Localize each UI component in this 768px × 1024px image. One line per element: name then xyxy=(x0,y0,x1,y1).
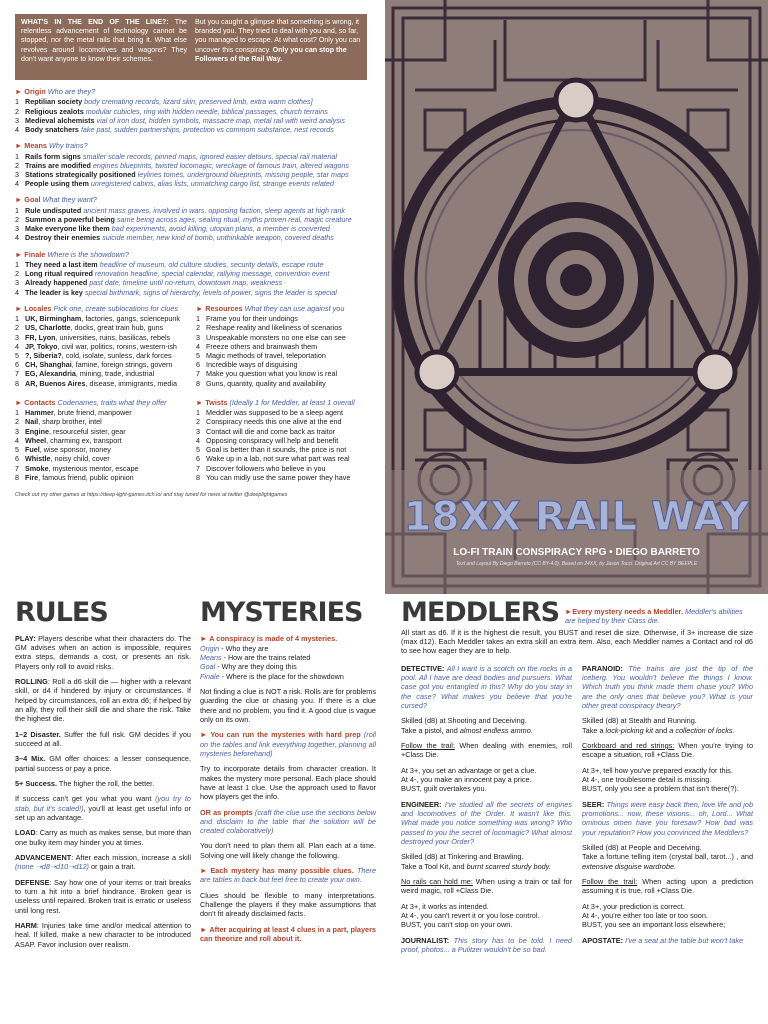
list-item xyxy=(196,427,367,436)
list-item: 6 Whistle , noisy child, cover xyxy=(15,454,110,464)
meddlers-intro: All start as d6. If it is the highest die result, you BUST and reset die size. Otherwise, if 3+ increase die size (max d12). Each Meddler takes an extra skill an extra item. Also, each Meddler names a Contact and rol d6 to see how eager they are to help. xyxy=(401,627,753,656)
item-name: Whistle xyxy=(25,454,51,464)
item-number: 5 xyxy=(15,351,19,361)
item-number: 4 xyxy=(15,233,19,243)
cover-subtitle: LO-FI TRAIN CONSPIRACY RPG • DIEGO BARRETO xyxy=(453,547,700,558)
finale-title: Finale xyxy=(24,249,46,259)
means-rows xyxy=(15,152,367,189)
engineer-gear: Skilled (d8) at Tinkering and Brawling. Take a Tool Kit, and burnt scarred sturdy body. xyxy=(401,852,551,871)
item-name: People using them xyxy=(25,179,89,189)
list-item: 5 ?, Siberia? , cold, isolate, sunless, dark forces xyxy=(15,351,172,361)
item-number: 2 xyxy=(15,214,19,224)
item-number: 3 xyxy=(15,426,19,436)
list-item xyxy=(196,436,367,445)
cover-title: 18XX RAIL WAY xyxy=(403,494,750,540)
item-number: 2 xyxy=(15,106,19,116)
item-number: 4 xyxy=(15,124,19,134)
meddlers-header xyxy=(401,598,753,628)
locales-title: Locales xyxy=(24,303,52,313)
item-name: Wheel xyxy=(25,435,47,445)
list-item xyxy=(15,161,367,170)
item-number: 4 xyxy=(15,341,19,351)
item-text: Wake up in a lab, not sure what part was real xyxy=(206,454,350,464)
rules-harm: HARM: Injuries take time and/or medical attention to heal. If killed, make a new character to be introduced ASAP. Favor inclusion over realism. xyxy=(15,920,191,949)
rules-heading: RULES xyxy=(15,598,108,628)
item-name: Trains are modified xyxy=(25,160,91,170)
locales-resources xyxy=(15,304,367,388)
item-text: Make you question what you know is real xyxy=(206,369,338,379)
mysteries-hard-prep: ► You can run the mysteries with hard prep (roll on the tables and link everything together, planning all mysteries beforehand) xyxy=(200,730,376,758)
origin-table xyxy=(15,87,367,134)
goal-title: Goal xyxy=(24,195,41,205)
rules-success: 5+ Success. The higher the roll, the better. xyxy=(15,778,155,788)
seer-trait: Follow the trail: When acting upon a prediction assuming it is true, roll +Class Die. xyxy=(582,876,753,896)
list-item: 1 Hammer , brute friend, manpower xyxy=(15,408,132,418)
seer-block: SEER: Things were easy back then, love life and job promotions... now, these visions... oh, Lord... What ominous omen have you foresaw? How bad was your reputation? How you convinced the Meddlers? xyxy=(582,799,753,837)
list-item xyxy=(15,206,367,215)
item-name: ?, Siberia? xyxy=(25,351,62,361)
resources-question: What they can use against you xyxy=(244,303,345,313)
item-number: 3 xyxy=(15,169,19,179)
paranoid-results: At 3+, tell how you've prepared exactly for this. At 4-, one troublesome detail is missing. BUST, only you see a problem that isn't there(?). xyxy=(582,765,739,794)
item-number: 4 xyxy=(15,435,19,445)
triangle-icon: ► xyxy=(15,249,23,259)
item-text: Unspeakable monsters no one else can see xyxy=(206,332,346,342)
item-desc: vial of iron dust, hidden symbols, massacre map, metal rail with weird analysis xyxy=(96,115,345,125)
item-number: 2 xyxy=(15,323,19,333)
item-desc: sharp brother, intel xyxy=(42,417,102,427)
item-desc: docks, great train hub, guns xyxy=(74,323,164,333)
item-desc: famine, foreign strings, govern xyxy=(75,360,173,370)
item-name: EG, Alexandria xyxy=(25,369,76,379)
list-item: 8 Fire , famous friend, public opinion xyxy=(15,472,134,482)
item-number: 1 xyxy=(15,205,19,215)
item-name: Destroy their enemies xyxy=(25,233,101,243)
goal-rows xyxy=(15,206,367,243)
list-item xyxy=(196,360,367,369)
rules-cost: If success can't get you what you want (you try to stab, but it's scaled!), you'll at least get useful info or set up an advantage. xyxy=(15,794,191,822)
meddlers-left xyxy=(401,658,572,955)
goal-question: What they want? xyxy=(42,195,97,205)
seer-gear: Skilled (d8) at People and Deceiving. Take a fortune telling item (crystal ball, tarot...) , and extensive disguise wardrobe. xyxy=(582,842,753,871)
item-text: Contact will die and come back as traitor xyxy=(206,426,336,436)
list-item xyxy=(196,369,367,378)
item-text: Conspiracy needs this one alive at the end xyxy=(206,417,342,427)
goal-table xyxy=(15,195,367,242)
meddlers-right xyxy=(582,658,753,955)
item-name: AR, Buenos Aires xyxy=(25,378,86,388)
list-item xyxy=(15,107,367,116)
journalist-block: JOURNALIST: This story has to be told. I need proof, photos... a Pulitzer wouldn't be so bad. xyxy=(401,935,572,954)
triangle-icon: ► xyxy=(15,87,23,96)
intro-left xyxy=(21,18,187,76)
mysteries-clues: ► Each mystery has many possible clues. There are tables in back but feel free to create your own. xyxy=(200,866,376,885)
item-name: Stations strategically positioned xyxy=(25,169,136,179)
item-number: 7 xyxy=(15,463,19,473)
contacts-rows xyxy=(15,408,186,482)
rules-load: LOAD: Carry as much as makes sense, but more than one bulky item may hinder you at times. xyxy=(15,828,191,847)
list-item xyxy=(15,260,367,269)
paranoid-block: PARANOID: The trains are just the tip of the iceberg. You wouldn't believe the things I know. Which truth you think made them chase you? Who are the only ones that believe you? What is your other great conspiracy theory? xyxy=(582,663,753,710)
item-number: 6 xyxy=(15,454,19,464)
item-name: Already happened xyxy=(25,278,88,288)
mysteries-heading: MYSTERIES xyxy=(200,598,363,628)
reference-tables-column xyxy=(15,14,367,594)
item-desc: same being across ages, sealing ritual, myths proven real, magic creature xyxy=(116,214,352,224)
list-item xyxy=(196,342,367,351)
mysteries-prompts: OR as prompts (craft the clue use the sections below and disclaim to the table that the solution will be created colaboratively) xyxy=(200,807,376,836)
item-number: 8 xyxy=(196,472,200,482)
intro-right-bold: Only you can stop the Followers of the Rail Way. xyxy=(195,45,347,63)
item-name: Rails form signs xyxy=(25,151,81,161)
item-desc: modular cubicles, ring with hidden needle, biblical passages, church terrains xyxy=(85,106,328,116)
item-name: Nail xyxy=(25,417,39,427)
locales-question: Pick one, create sublocations for clues xyxy=(53,303,179,313)
engineer-results: At 3+, it works as intended. At 4-, you can't revert it or you lose control. BUST, you can't stop on your own. xyxy=(401,901,540,930)
item-number: 8 xyxy=(196,378,200,388)
item-name: Body snatchers xyxy=(25,124,79,134)
means-question: Why trains? xyxy=(49,141,88,151)
twists-rows xyxy=(196,408,367,482)
list-item: 3 Engine , resourceful sister, gear xyxy=(15,426,126,436)
list-item xyxy=(196,408,367,417)
item-number: 2 xyxy=(196,323,200,333)
item-text: Meddler was supposed to be a sleep agent xyxy=(206,408,344,418)
item-number: 3 xyxy=(15,278,19,288)
item-desc: ancient mass graves, involved in wars, opposing faction, sleep agents at high rank xyxy=(83,205,346,215)
cover-art xyxy=(385,0,768,594)
item-name: US, Charlotte xyxy=(25,323,71,333)
list-item xyxy=(15,269,367,278)
list-item: 7 Smoke , mysterious mentor, escape xyxy=(15,463,139,473)
finale-question: Where is the showdown? xyxy=(47,249,129,259)
item-text: Guns, quantity, quality and availability xyxy=(206,378,326,388)
item-name: Fuel xyxy=(25,445,40,455)
seer-results: At 3+, your prediction is correct. At 4-, you're either too late or too soon. BUST, you see an important loss elsewhere; xyxy=(582,901,726,930)
twists-table xyxy=(196,398,367,482)
list-item xyxy=(196,417,367,426)
item-desc: brute friend, manpower xyxy=(57,408,132,418)
list-item: 6 CH, Shanghai , famine, foreign strings, govern xyxy=(15,360,173,370)
list-item xyxy=(196,379,367,388)
detective-block: DETECTIVE: All I want is a scotch on the rocks in a pool. All I have are dead bodies and pursuers. What case got you entangled in this? Why do you stay in the case? What makes you believe that you're cursed? xyxy=(401,663,573,710)
item-name: FR, Lyon xyxy=(25,332,56,342)
detective-results: At 3+, you set an advantage or get a clue. At 4-, you make an innocent pay a price. BUST, guilt overtakes you. xyxy=(401,765,537,794)
item-number: 3 xyxy=(196,426,200,436)
item-name: UK, Birmingham xyxy=(25,314,82,324)
item-number: 1 xyxy=(15,151,19,161)
mysteries-theorize: ► After acquiring at least 4 clues in a part, players can theorize and roll about it. xyxy=(200,924,376,944)
detective-trait: Follow the trail: When dealing with enemies, roll +Class Die. xyxy=(401,740,572,760)
finale-table xyxy=(15,250,367,297)
detective-gear: Skilled (d8) at Shooting and Deceiving. Take a pistol, and almost endless ammo. xyxy=(401,716,533,735)
item-desc: civil war, politics, ronins, western-ish xyxy=(61,341,177,351)
item-number: 5 xyxy=(15,445,19,455)
list-item: 7 EG, Alexandria , mining, trade, industrial xyxy=(15,369,155,379)
means-title: Means xyxy=(24,141,47,151)
item-text: You can midly use the same power they have xyxy=(206,472,351,482)
twists-title: Twists xyxy=(205,397,228,407)
item-desc: unregistered cabins, alias lists, unmatching cargo list, strange events related xyxy=(90,179,334,189)
item-number: 1 xyxy=(15,259,19,269)
list-item: 1 UK, Birmingham , factories, gangs, sciencepunk xyxy=(15,314,181,324)
list-item: 2 US, Charlotte , docks, great train hub, guns xyxy=(15,323,164,333)
item-number: 8 xyxy=(15,378,19,388)
footer-note: Check out my other games at https://deep-light-games.itch.io/ and stay tuned for news at twitter @deeplightgames xyxy=(15,491,288,498)
cover-credit: Text and Layout By Diego Barreto (CC BY-4.0). Based on 24XX, by Jason Tocci. Original Art CC BY BEEPLE xyxy=(455,561,698,567)
item-desc: leylines tomes, underground blueprints, missing people, star maps xyxy=(137,169,349,179)
triangle-icon: ► xyxy=(15,303,23,313)
item-desc: mysterious mentor, escape xyxy=(52,463,139,473)
mysteries-column xyxy=(200,598,376,1024)
item-name: Long ritual required xyxy=(25,269,93,279)
item-name: The leader is key xyxy=(25,287,83,297)
meddlers-column xyxy=(401,598,753,1024)
item-desc: engines blueprints, twisted locomagic, wreckage of famous train, altered wagons xyxy=(92,160,349,170)
list-item xyxy=(15,215,367,224)
item-number: 7 xyxy=(196,369,200,379)
item-number: 1 xyxy=(196,314,200,324)
rules-advancement: ADVANCEMENT: After each mission, increase a skill (none ➝d8➝d10➝d12) or gain a trait. xyxy=(15,852,191,872)
item-number: 2 xyxy=(15,269,19,279)
triangle-icon: ► xyxy=(196,303,204,313)
mysteries-p4: Clues should be flexible to many interpretations. Challenge the players if they make assumptions that don't fit already disclaimed facts. xyxy=(200,890,376,919)
contacts-title: Contacts xyxy=(24,397,56,407)
item-name: Summon a powerful being xyxy=(25,214,115,224)
item-text: Goal is better than it sounds, the price is not xyxy=(206,445,347,455)
meddlers-intro-lead: ►Every mystery needs a Meddler. Meddler's abilities are helped by their Class die. xyxy=(565,607,743,626)
rules-rolling: ROLLING: Roll a d6 skill die — higher with a relevant skill, or d4 if hindered by injury or circumstances. If helped by circumstances, roll an extra d6; if helped by an ally, they roll their skill die and share the risk. Take the highest die. xyxy=(15,677,191,724)
item-name: Make everyone like them xyxy=(25,224,110,234)
origin-rows xyxy=(15,97,367,134)
item-text: Frame you for their undoings xyxy=(206,314,298,324)
item-name: Medieval alchemists xyxy=(25,115,95,125)
apostate-block: APOSTATE: I've a seat at the table but won't take xyxy=(582,935,744,945)
item-number: 1 xyxy=(15,97,19,107)
item-name: Rule undisputed xyxy=(25,205,82,215)
item-number: 1 xyxy=(196,408,200,418)
item-number: 4 xyxy=(15,287,19,297)
item-number: 2 xyxy=(15,417,19,427)
finale-rows xyxy=(15,260,367,297)
list-item xyxy=(15,152,367,161)
item-number: 1 xyxy=(15,314,19,324)
intro-left-title: WHAT'S IN THE END OF THE LINE?: xyxy=(21,18,169,26)
item-number: 3 xyxy=(15,224,19,234)
item-desc: resourceful sister, gear xyxy=(52,426,126,436)
item-number: 7 xyxy=(15,369,19,379)
item-text: Opposing conspiracy will help and benefit xyxy=(206,435,339,445)
resources-title: Resources xyxy=(205,303,243,313)
list-item xyxy=(196,333,367,342)
list-item: 3 FR, Lyon , universities, ruins, basilicas, rebels xyxy=(15,332,171,342)
list-item xyxy=(15,278,367,287)
list-item: 4 Wheel , charming ex, transport xyxy=(15,435,122,445)
list-item xyxy=(196,314,367,323)
item-desc: cold, isolate, sunless, dark forces xyxy=(65,351,172,361)
contacts-question: Codenames, traits what they offer xyxy=(57,397,167,407)
item-name: Fire xyxy=(25,472,39,482)
item-desc: suicide member, new kind of bomb, unthinkable weapon, covered deaths xyxy=(102,233,334,243)
paranoid-trait: Corkboard and red strings: When you're trying to escape a situation, roll +Class Die. xyxy=(582,740,753,760)
item-number: 7 xyxy=(196,463,200,473)
mysteries-intro: ► A conspiracy is made of 4 mysteries. xyxy=(200,633,338,643)
locales-rows xyxy=(15,314,186,388)
list-item xyxy=(196,445,367,454)
item-desc: famous friend, public opinion xyxy=(42,472,134,482)
triangle-icon: ► xyxy=(15,141,23,151)
item-number: 4 xyxy=(196,435,200,445)
item-name: Religious zealots xyxy=(25,106,84,116)
meddlers-heading: MEDDLERS xyxy=(401,598,560,628)
item-number: 6 xyxy=(196,454,200,464)
item-desc: disease, immigrants, media xyxy=(89,378,177,388)
item-name: CH, Shanghai xyxy=(25,360,72,370)
list-item xyxy=(196,454,367,463)
list-item xyxy=(196,473,367,482)
contacts-table xyxy=(15,398,186,482)
item-name: Smoke xyxy=(25,463,49,473)
paranoid-gear: Skilled (d8) at Stealth and Running. Take a lock-picking kit and a collection of locks. xyxy=(582,716,735,735)
list-item xyxy=(15,288,367,297)
item-number: 6 xyxy=(196,360,200,370)
resources-rows xyxy=(196,314,367,388)
item-desc: body cremating records, lizard skin, preserved limb, extra warm clothes] xyxy=(84,97,313,107)
item-desc: noisy child, cover xyxy=(54,454,110,464)
item-text: Magic methods of travel, teleportation xyxy=(206,351,326,361)
triangle-icon: ► xyxy=(196,397,204,407)
list-item xyxy=(196,351,367,360)
list-item xyxy=(15,224,367,233)
contacts-twists xyxy=(15,398,367,482)
item-desc: wise sponsor, money xyxy=(43,445,111,455)
item-number: 4 xyxy=(196,341,200,351)
list-item xyxy=(15,170,367,179)
list-item: 4 JP, Tokyo , civil war, politics, ronins, western-ish xyxy=(15,341,177,351)
item-number: 2 xyxy=(196,417,200,427)
item-name: They need a last item xyxy=(25,259,98,269)
item-text: Freeze others and brainwash them xyxy=(206,341,318,351)
list-item: 8 AR, Buenos Aires , disease, immigrants, media xyxy=(15,378,177,388)
item-text: Discover followers who believe in you xyxy=(206,463,326,473)
origin-title: Origin xyxy=(24,87,46,96)
mysteries-p3: You don't need to plan them all. Plan each at a time. Solving one will likely change the following. xyxy=(200,841,376,860)
meddlers-grid xyxy=(401,658,753,955)
item-name: Hammer xyxy=(25,408,54,418)
bottom-spread xyxy=(0,598,768,1024)
list-item xyxy=(15,179,367,188)
resources-table xyxy=(196,304,367,388)
list-item: 5 Fuel , wise sponsor, money xyxy=(15,445,111,455)
intro-right xyxy=(195,18,361,76)
twists-question: (Ideally 1 for Meddler, at least 1 overall xyxy=(229,397,355,407)
rules-disaster: 1–2 Disaster. Suffer the full risk. GM decides if you succeed at all. xyxy=(15,729,191,748)
item-desc: charming ex, transport xyxy=(50,435,122,445)
list-item xyxy=(15,125,367,134)
rules-play: PLAY: Players describe what their characters do. The GM advises when an action is impossible, requires extra steps, demands a cost, or presents an risk. Players only roll to avoid risks. xyxy=(15,633,191,671)
list-item xyxy=(15,233,367,242)
means-table xyxy=(15,141,367,188)
item-number: 1 xyxy=(15,408,19,418)
item-desc: fake past, sudden partnerships, protection vs commom substance, nest records xyxy=(80,124,334,134)
triangle-icon: ► xyxy=(15,195,23,205)
intro-left-text: The relentless advancement of technology cannot be stopped, nor the metal rails that bring it. What else revolves around locomotives and wagons? They don't want anyone to know their schemes. xyxy=(21,18,187,63)
item-number: 5 xyxy=(196,351,200,361)
item-desc: renovation headline, special calendar, rallying message, convention event xyxy=(94,269,330,279)
item-number: 5 xyxy=(196,445,200,455)
intro-right-text: But you caught a glimpse that something is wrong, it branded you. They tried to deal with you and, so far, you managed to escape. At what cost? Only you can uncover this conspiracy. xyxy=(195,18,361,54)
item-desc: smaller scale records, pinned maps, ignored easier detours, special rail material xyxy=(82,151,337,161)
item-number: 3 xyxy=(15,332,19,342)
rules-defense: DEFENSE: Say how one of your items or trait breaks to turn a hit into a brief hindrance. Broken gear is useless until repaired. Broken trait is erratic or useless until long rest. xyxy=(15,877,191,915)
list-item xyxy=(15,97,367,106)
item-name: Reptilian society xyxy=(25,97,83,107)
item-number: 4 xyxy=(15,179,19,189)
item-name: JP, Tokyo xyxy=(25,341,58,351)
item-number: 3 xyxy=(196,332,200,342)
mysteries-p1: Not finding a clue is NOT a risk. Rolls are for problems guarding the clue or chasing you. If there is a clue there and no problem, you find it. A good clue is vague only on its own. xyxy=(200,686,376,724)
rules-column xyxy=(15,598,191,1024)
item-desc: universities, ruins, basilicas, rebels xyxy=(59,332,171,342)
intro-box xyxy=(15,14,367,80)
item-number: 2 xyxy=(15,160,19,170)
item-desc: special birthmark, signs of hierarchy, levels of power, signs the leader is special xyxy=(84,287,337,297)
list-item xyxy=(196,464,367,473)
rules-mix: 3–4 Mix. GM offer choices: a lesser consequence, partial success or pay a price. xyxy=(15,754,191,773)
list-item xyxy=(15,116,367,125)
mysteries-list: Origin - Who they are Means - How are the trains related Goal - Why are they doing this Finale - Where is the place for the showdown xyxy=(200,644,344,681)
list-item: 2 Nail , sharp brother, intel xyxy=(15,417,102,427)
item-name: Engine xyxy=(25,426,49,436)
locales-table xyxy=(15,304,186,388)
item-desc: past date, timeline until no-return, downtown map, weakness xyxy=(89,278,283,288)
item-number: 6 xyxy=(15,360,19,370)
engineer-block: ENGINEER: I've studied all the secrets of engines and locomotives of the Order. It wasn't like this. What made you notice something was wrong? Who passed to you the secret of locomagic? What almost destroyed your Order? xyxy=(401,799,572,846)
item-desc: mining, trade, industrial xyxy=(79,369,155,379)
item-number: 3 xyxy=(15,115,19,125)
item-number: 8 xyxy=(15,472,19,482)
item-text: Reshape reality and likeliness of scenarios xyxy=(206,323,342,333)
item-desc: factories, gangs, sciencepunk xyxy=(85,314,181,324)
item-text: Incredible ways of disguising xyxy=(206,360,298,370)
origin-question: Who are they? xyxy=(47,87,96,96)
mysteries-p2: Try to incorporate details from character creation. It makes the mystery more personal. Each place should have at least 1 clue. Use the approach used to flavor how players get the info. xyxy=(200,764,376,802)
engineer-trait: No rails can hold me: When using a train or tail for weird magic, roll +Class Die. xyxy=(401,876,572,896)
item-desc: bad experiments, avoid killing, utopian plans, a member is converted xyxy=(111,224,330,234)
item-desc: headline of museum, old culture studies, security details, escape route xyxy=(99,259,324,269)
list-item xyxy=(196,323,367,332)
triangle-icon: ► xyxy=(15,397,23,407)
